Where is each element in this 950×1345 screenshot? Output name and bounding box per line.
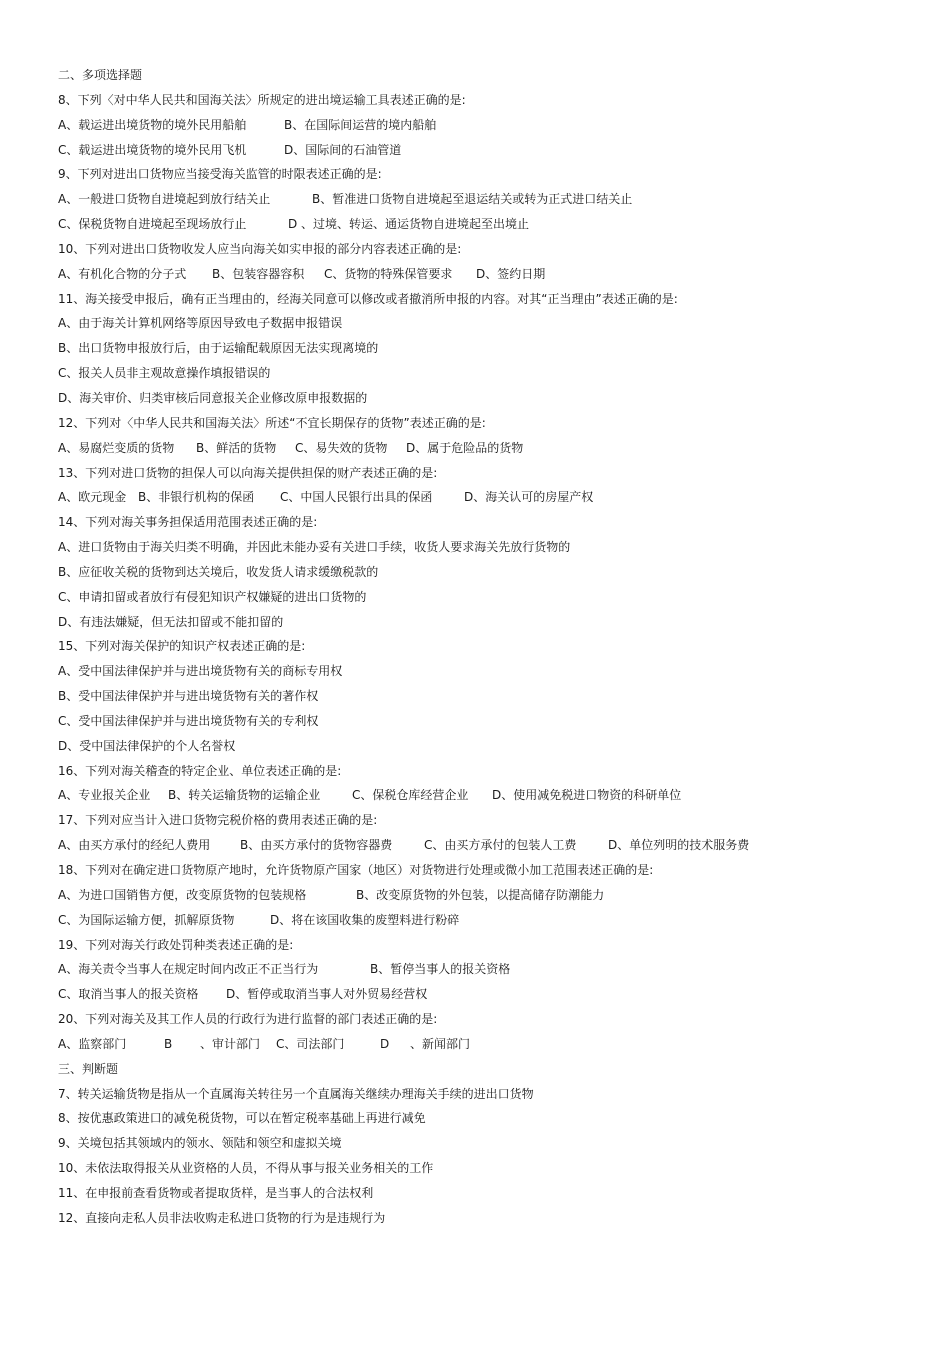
answer-option: D 、过境、转运、通运货物自进境起至出境止 [288,217,530,232]
section-heading-multi-choice: 二、多项选择题 [58,68,143,82]
document-page [58,63,918,1231]
answer-option: 、新闻部门 [410,1036,471,1051]
answer-option: D、签约日期 [476,266,546,281]
answer-option: D、属于危险品的货物 [406,440,524,455]
answer-option: C、受中国法律保护并与进出境货物有关的专利权 [58,713,319,728]
question-stem: 19、下列对海关行政处罚种类表述正确的是: [58,937,294,952]
option-row [58,908,918,933]
option-row [58,336,918,361]
option-row [58,436,918,461]
option-row [58,734,918,759]
answer-option: D、单位列明的技术服务费 [608,838,750,853]
question-stem: 9、下列对进出口货物应当接受海关监管的时限表述正确的是: [58,167,382,182]
answer-option: 、审计部门 [200,1036,261,1051]
question-stem: 18、下列对在确定进口货物原产地时，允许货物原产国家（地区）对货物进行处理或微小加工范围表述正确的是: [58,863,654,877]
answer-option: C、载运进出境货物的境外民用飞机 [58,142,247,157]
answer-option: C、申请扣留或者放行有侵犯知识产权嫌疑的进出口货物的 [58,589,367,604]
option-row [58,138,918,163]
answer-option: C、为国际运输方便，抓解原货物 [58,912,235,927]
question-stem: 20、下列对海关及其工作人员的行政行为进行监督的部门表述正确的是: [58,1012,438,1027]
answer-option: C、中国人民银行出具的保函 [280,490,433,505]
option-row [58,982,918,1007]
option-row [58,709,918,734]
answer-option: C、取消当事人的报关资格 [58,987,199,1002]
question-stem: 14、下列对海关事务担保适用范围表述正确的是: [58,515,318,530]
option-row [58,610,918,635]
answer-option: B、改变原货物的外包装，以提高储存防潮能力 [356,887,605,902]
question-stem: 8、下列〈对中华人民共和国海关法〉所规定的进出境运输工具表述正确的是: [58,92,466,107]
answer-option: B、应征收关税的货物到达关境后，收发货人请求缓缴税款的 [58,564,379,579]
option-row [58,560,918,585]
answer-option: B、包装容器容积 [212,266,305,281]
answer-option: D、受中国法律保护的个人名誉权 [58,738,236,753]
option-row [58,535,918,560]
answer-option: A、监察部门 [58,1036,127,1051]
option-row [58,684,918,709]
answer-option: A、进口货物由于海关归类不明确，并因此未能办妥有关进口手续，收货人要求海关先放行货物的 [58,540,571,555]
judgment-item: 8、按优惠政策进口的减免税货物，可以在暂定税率基础上再进行减免 [58,1111,426,1126]
answer-option: B、在国际间运营的境内船舶 [284,117,437,132]
answer-option: A、欧元现金 [58,490,127,505]
answer-option: B、暂停当事人的报关资格 [370,962,511,977]
judgment-item: 7、转关运输货物是指从一个直属海关转往另一个直属海关继续办理海关手续的进出口货物 [58,1086,534,1101]
answer-option: C、保税仓库经营企业 [352,788,469,803]
answer-option: C、货物的特殊保管要求 [324,266,453,281]
answer-option: A、为进口国销售方便，改变原货物的包装规格 [58,887,307,902]
option-row [58,883,918,908]
option-row [58,783,918,808]
judgment-item: 11、在申报前查看货物或者提取货样，是当事人的合法权利 [58,1185,374,1200]
answer-option: B、受中国法律保护并与进出境货物有关的著作权 [58,689,319,704]
answer-option: A、由于海关计算机网络等原因导致电子数据申报错误 [58,316,343,331]
answer-option: B、鲜活的货物 [196,440,277,455]
answer-option: C、保税货物自进境起至现场放行止 [58,217,247,232]
question-stem: 10、下列对进出口货物收发人应当向海关如实申报的部分内容表述正确的是: [58,241,462,256]
answer-option: B、非银行机构的保函 [138,490,255,505]
answer-option: A、易腐烂变质的货物 [58,440,175,455]
answer-option: B、出口货物申报放行后，由于运输配载原因无法实现离境的 [58,341,379,356]
option-row [58,262,918,287]
option-row [58,1032,918,1057]
option-row [58,361,918,386]
answer-option: D、国际间的石油管道 [284,142,402,157]
option-row [58,833,918,858]
option-row [58,212,918,237]
answer-option: C、易失效的货物 [295,440,388,455]
option-row [58,113,918,138]
option-row [58,187,918,212]
section-heading-true-false: 三、判断题 [58,1061,119,1076]
option-row [58,485,918,510]
answer-option: D、暂停或取消当事人对外贸易经营权 [226,987,428,1002]
answer-option: D、海关认可的房屋产权 [464,490,594,505]
judgment-item: 12、直接向走私人员非法收购走私进口货物的行为是违规行为 [58,1210,386,1225]
judgment-item: 10、未依法取得报关从业资格的人员，不得从事与报关业务相关的工作 [58,1161,434,1176]
answer-option: A、由买方承付的经纪人费用 [58,838,211,853]
answer-option: C、由买方承付的包装人工费 [424,838,577,853]
answer-option: D、有违法嫌疑，但无法扣留或不能扣留的 [58,614,284,629]
answer-option: D、使用减免税进口物资的科研单位 [492,788,682,803]
question-stem: 12、下列对〈中华人民共和国海关法〉所述“不宜长期保存的货物”表述正确的是: [58,415,486,430]
answer-option: A、专业报关企业 [58,788,151,803]
answer-option: B [164,1036,173,1051]
judgment-item: 9、关境包括其领域内的领水、领陆和领空和虚拟关境 [58,1136,342,1151]
answer-option: A、有机化合物的分子式 [58,266,187,281]
answer-option: A、受中国法律保护并与进出境货物有关的商标专用权 [58,664,343,679]
answer-option: C、司法部门 [276,1036,345,1051]
question-stem: 17、下列对应当计入进口货物完税价格的费用表述正确的是: [58,813,378,828]
option-row [58,386,918,411]
option-row [58,311,918,336]
answer-option: D、海关审价、归类审核后同意报关企业修改原申报数据的 [58,390,368,405]
answer-option: A、一般进口货物自进境起到放行结关止 [58,192,271,207]
answer-option: D [380,1036,390,1051]
question-list [58,88,918,1057]
question-stem: 13、下列对进口货物的担保人可以向海关提供担保的财产表述正确的是: [58,465,438,480]
answer-option: B、由买方承付的货物容器费 [240,838,393,853]
question-stem: 11、海关接受申报后，确有正当理由的，经海关同意可以修改或者撤消所申报的内容。对其“正当理由”表述正确的是: [58,291,678,306]
answer-option: B、暂准进口货物自进境起至退运结关或转为正式进口结关止 [312,192,633,207]
option-row [58,659,918,684]
question-stem: 15、下列对海关保护的知识产权表述正确的是: [58,639,306,654]
answer-option: A、海关责令当事人在规定时间内改正不正当行为 [58,962,319,977]
option-row [58,957,918,982]
answer-option: A、载运进出境货物的境外民用船舶 [58,117,247,132]
judgment-list [58,1082,918,1231]
option-row [58,585,918,610]
answer-option: C、报关人员非主观故意操作填报错误的 [58,366,271,381]
answer-option: D、将在该国收集的废塑料进行粉碎 [270,912,460,927]
question-stem: 16、下列对海关稽查的特定企业、单位表述正确的是: [58,763,342,778]
answer-option: B、转关运输货物的运输企业 [168,788,321,803]
